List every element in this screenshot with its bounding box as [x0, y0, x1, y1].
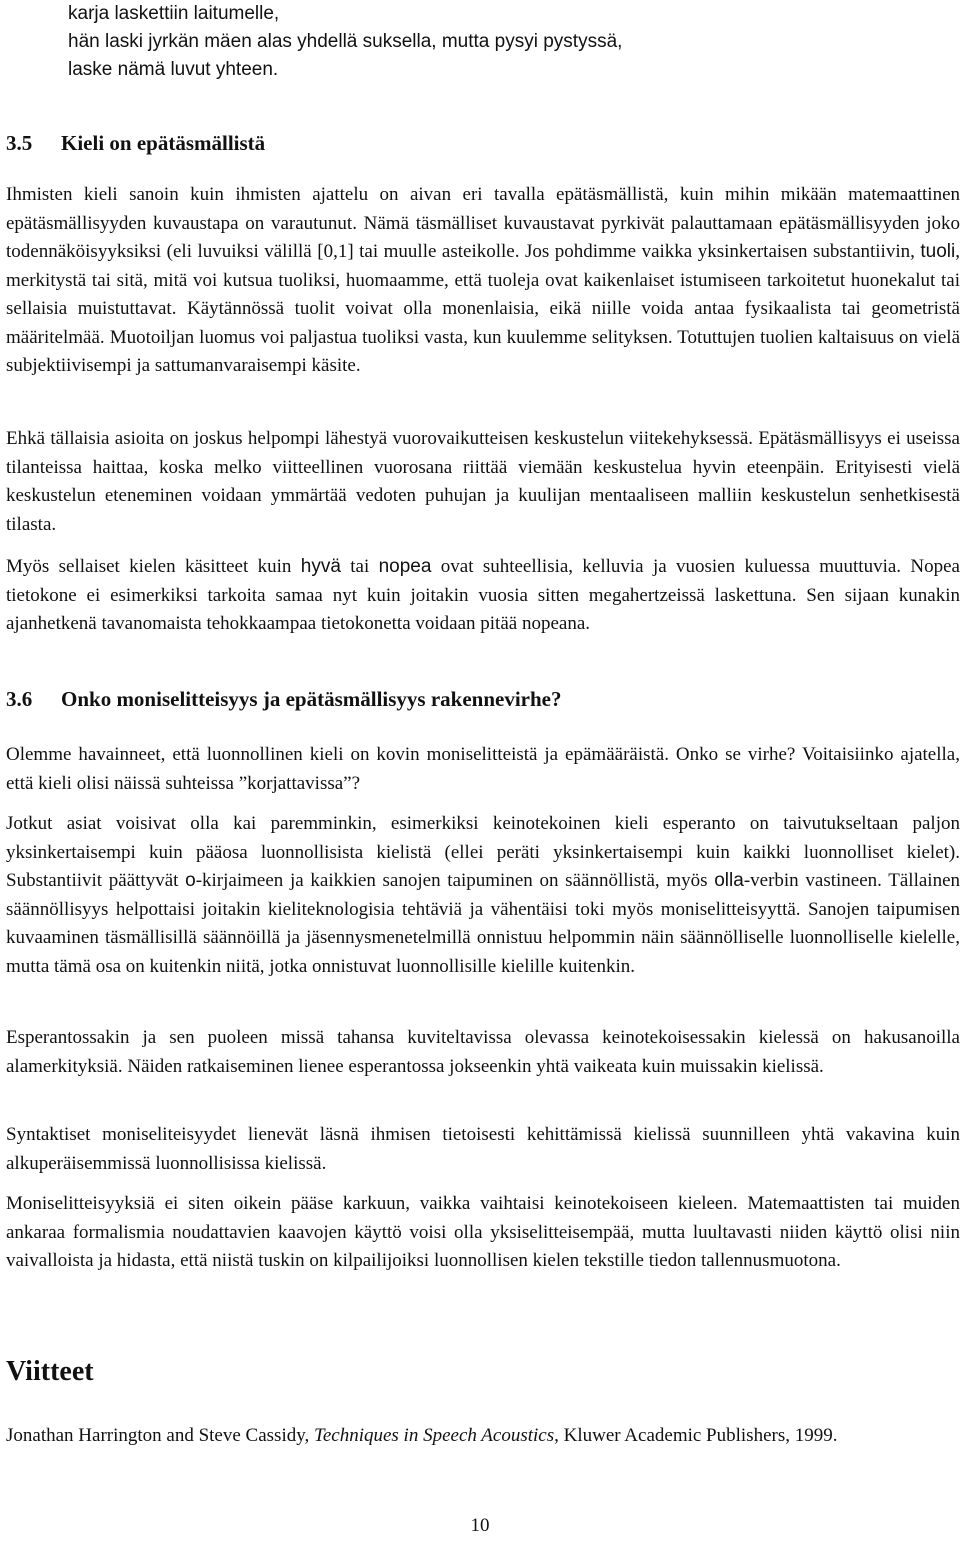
page-number: 10 — [470, 1515, 490, 1536]
paragraph: Moniselitteisyyksiä ei siten oikein pääse karkuun, vaikka vaihtaisi keinotekoiseen kieleen. Matemaattisten tai muiden ankaraa formalismia noudattavien kaavojen käyttö voisi olla yksiselitteisempää, mutta luultavasti niiden käyttö olisi niin vaivalloista ja hidasta, että niistä tuskin on kilpailijoiksi luonnollisen kielen tekstille tiedon tallennusmuotona. — [6, 1193, 960, 1271]
quoted-example-block — [68, 0, 622, 84]
section-heading-3-6 — [6, 684, 562, 714]
text-run: Myös sellaiset kielen käsitteet kuin — [6, 556, 301, 577]
references-heading: Viitteet — [6, 1356, 94, 1387]
term-example: o — [185, 870, 196, 891]
quote-line: hän laski jyrkän mäen alas yhdellä suksella, mutta pysyi pystyssä, — [68, 31, 623, 52]
paragraph — [6, 181, 960, 381]
paragraph: Ehkä tällaisia asioita on joskus helpompi lähestyä vuorovaikutteisen keskustelun viitekehyksessä. Epätäsmällisyys ei useissa tilanteissa haittaa, koska melko viitteellinen vuorosana riittää viemään keskustelua hyvin eteenpäin. Erityisesti vielä keskustelun eteneminen voidaan ymmärtää vedoten puhujan ja kuulijan mentaaliseen malliin keskustelun senhetkisestä tilasta. — [6, 428, 960, 535]
paragraph: Esperantossakin ja sen puoleen missä tahansa kuviteltavissa olevassa keinotekoisessakin kielessä on hakusanoilla alamerkityksiä. Näiden ratkaiseminen lienee esperantossa jokseenkin yhtä vaikeata kuin muissakin kielissä. — [6, 1027, 960, 1077]
reference-title: Techniques in Speech Acoustics — [314, 1425, 555, 1446]
section-number: 3.5 — [6, 131, 33, 155]
text-run: , merkitystä tai sitä, mitä voi kutsua tuoliksi, huomaamme, että tuoleja ovat kaikenlaiset istumiseen tarkoitetut huonekalut tai sellaisia muistuttavat. Käytännössä tuolit voivat olla monenlaisia, eikä niille voida antaa fysikaalista tai geometristä määritelmää. Muotoiljan luomus voi paljastua tuoliksi vasta, kun kuulemme selityksen. Totuttujen tuolien kaltaisuus on vielä subjektiivisempi ja sattumanvaraisempi käsite. — [6, 241, 960, 376]
paragraph: Olemme havainneet, että luonnollinen kieli on kovin moniselitteistä ja epämääräistä. Onko se virhe? Voitaisiinko ajatella, että kieli olisi näissä suhteissa ”korjattavissa”? — [6, 744, 960, 794]
term-example: tuoli — [920, 241, 956, 262]
term-example: olla — [714, 870, 744, 891]
section-title: Onko moniselitteisyys ja epätäsmällisyys rakennevirhe? — [61, 687, 562, 711]
text-run: Jotkut asiat voisivat olla kai paremminkin, esimerkiksi keinotekoinen kieli esperanto on taivutukseltaan paljon yksinkertaisempi kuin pääosa luonnollisista kielistä (ellei peräti yksinkertaisempi kuin kaikki luonnolliset kielet). Substantiivit päättyvät — [6, 813, 960, 891]
term-example: hyvä — [300, 556, 341, 577]
text-run: -verbin vastineen. Tällainen säännöllisyys helpottaisi joitakin kieliteknologisia tehtäviä ja vähentäisi toki myös moniselitteisyyttä. Sanojen taipumisen kuvaaminen täsmällisillä säännöillä ja jäsennysmenetelmillä onnistuu helpommin näin säännölliselle luonnolliselle kielelle, mutta tämä osa on kuitenkin niitä, jotka onnistuvat luonnollisille kielille kuitenkin. — [6, 870, 960, 977]
quote-line: karja laskettiin laitumelle, — [68, 3, 280, 24]
paragraph: Syntaktiset moniseliteisyydet lienevät läsnä ihmisen tietoisesti kehittämissä kielissä suunnilleen yhtä vakavina kuin alkuperäisemmissä luonnollisissa kielissä. — [6, 1124, 960, 1174]
term-example: nopea — [378, 556, 432, 577]
text-run: -kirjaimeen ja kaikkien sanojen taipuminen on säännöllistä, myös — [195, 870, 715, 891]
quote-line: laske nämä luvut yhteen. — [68, 59, 279, 80]
paragraph — [6, 553, 960, 639]
section-heading-3-5 — [6, 128, 265, 158]
text-run: Ihmisten kieli sanoin kuin ihmisten ajattelu on aivan eri tavalla epätäsmällistä, kuin mihin mikään matemaattinen epätäsmällisyyden kuvaustapa on varautunut. Nämä täsmälliset kuvaustavat pyrkivät palauttamaan epätäsmällisyyden joko todennäköisyyksiksi (eli luvuiksi välillä [0,1] tai muulle asteikolle. Jos pohdimme vaikka yksinkertaisen substantiivin, — [6, 184, 960, 262]
text-run: ovat suhteellisia, kelluvia ja vuosien kuluessa muuttuvia. Nopea tietokone ei esimerkiksi tarkoita samaa nyt kuin joitakin vuosia sitten megahertzeissä laskettuna. Sen sijaan kunakin ajanhetkenä tavanomaista tehokkaampaa tietokonetta voidaan pitää nopeana. — [6, 556, 960, 634]
paragraph — [6, 810, 960, 981]
reference-entry — [6, 1422, 960, 1451]
section-number: 3.6 — [6, 687, 33, 711]
reference-authors: Jonathan Harrington and Steve Cassidy, — [6, 1425, 314, 1446]
section-title: Kieli on epätäsmällistä — [61, 131, 266, 155]
text-run: tai — [340, 556, 379, 577]
reference-publisher: , Kluwer Academic Publishers, 1999. — [554, 1425, 838, 1446]
